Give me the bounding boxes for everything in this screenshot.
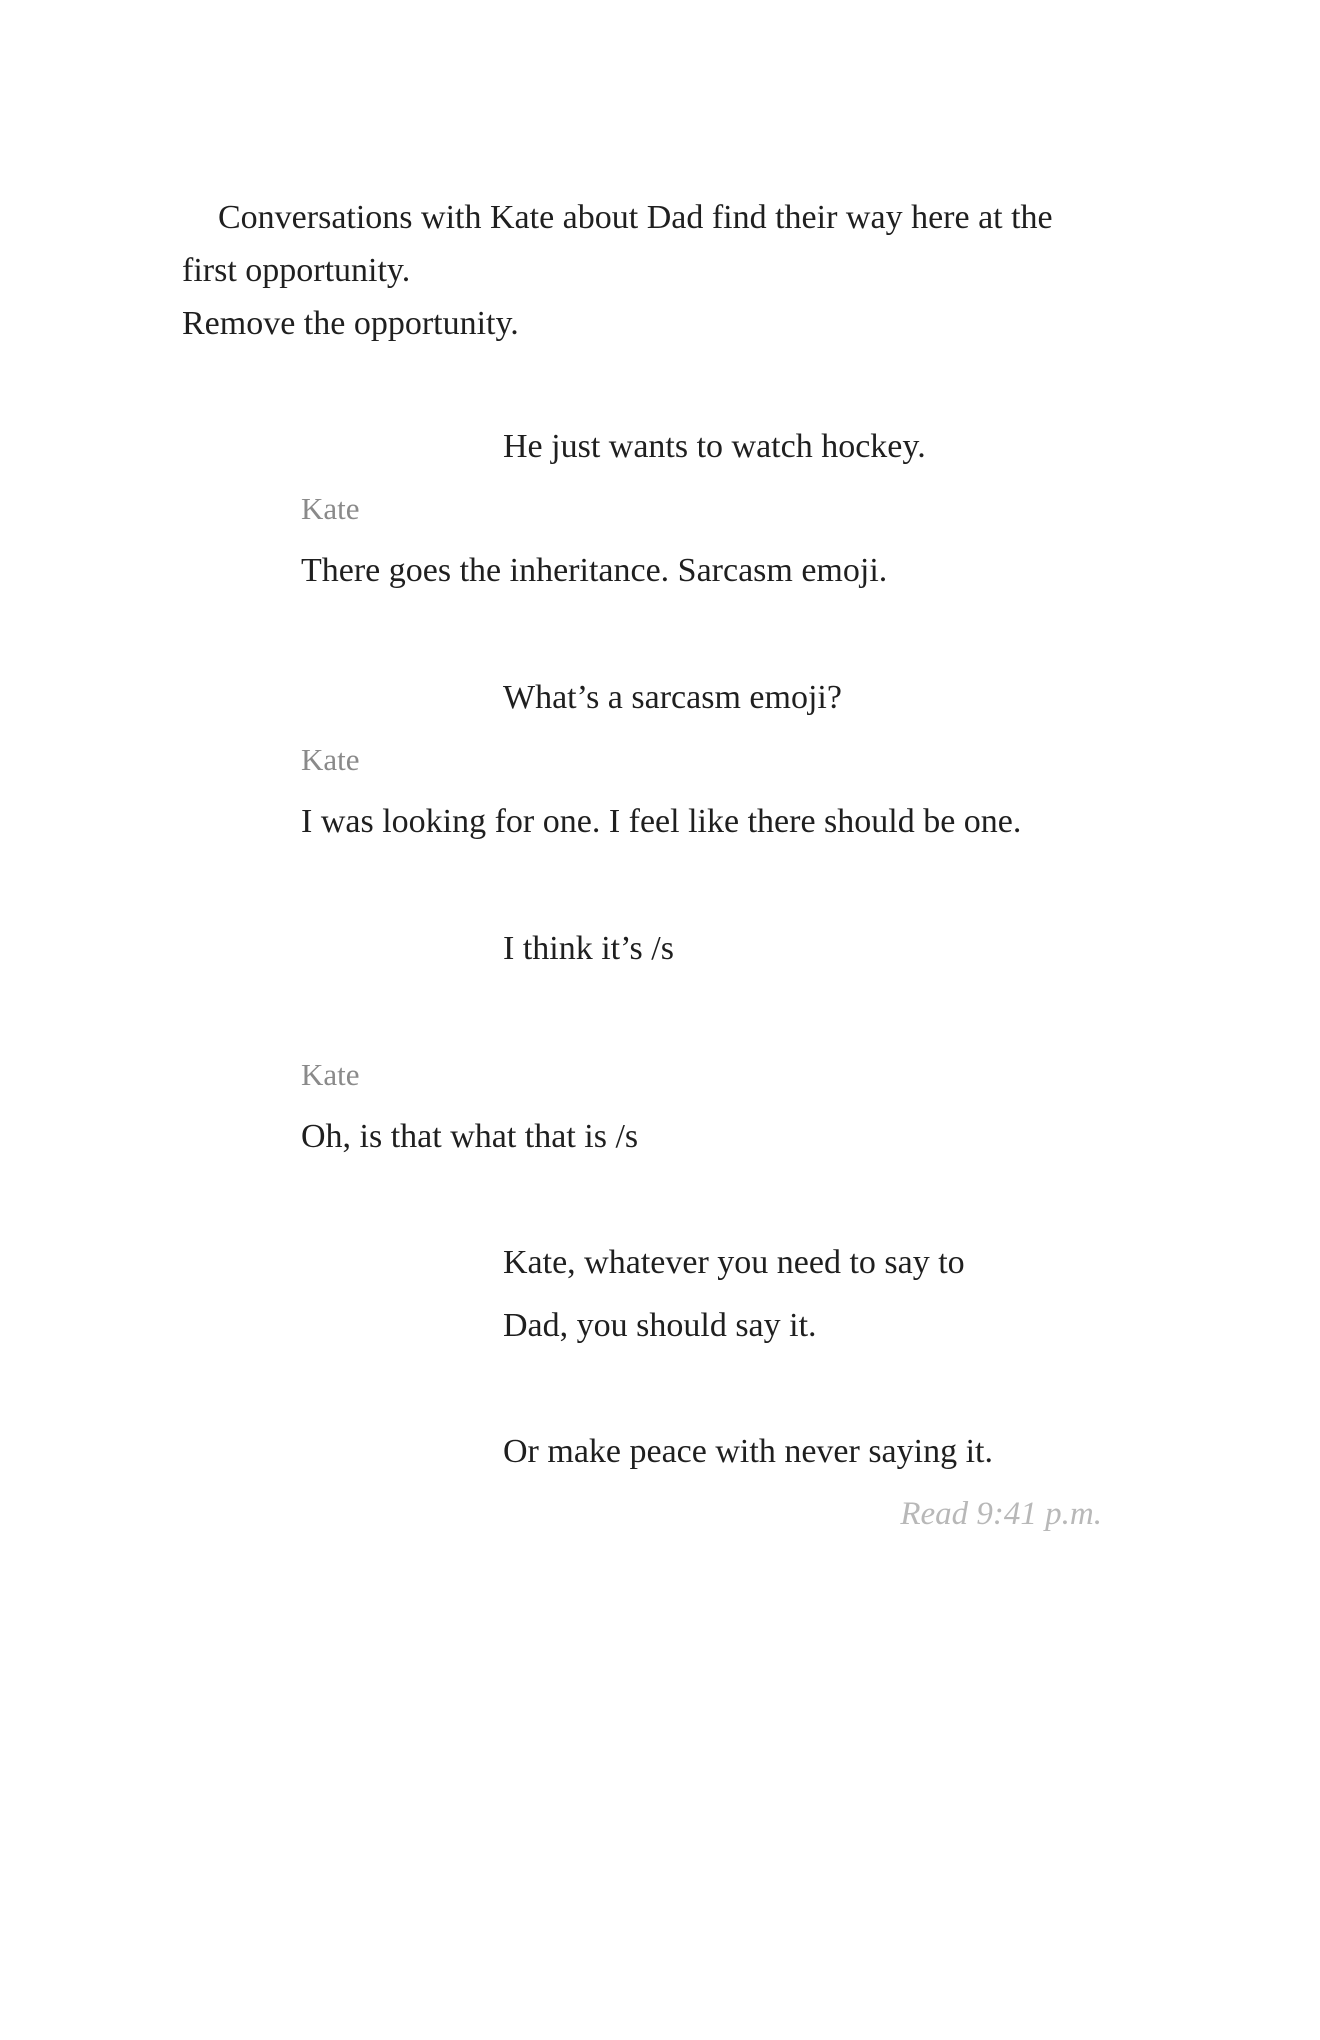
- message-outgoing: He just wants to watch hockey.: [503, 428, 926, 465]
- message-incoming: I was looking for one. I feel like there should be one.: [301, 803, 1022, 840]
- message-outgoing-line-2: Dad, you should say it.: [503, 1307, 817, 1344]
- message-outgoing: Or make peace with never saying it.: [503, 1433, 993, 1470]
- message-outgoing: I think it’s /s: [503, 930, 674, 967]
- message-outgoing: What’s a sarcasm emoji?: [503, 679, 842, 716]
- speaker-label: Kate: [301, 742, 360, 777]
- intro-paragraph-line-1: Conversations with Kate about Dad find their way here at the: [218, 199, 1053, 236]
- message-outgoing-line-1: Kate, whatever you need to say to: [503, 1244, 965, 1281]
- speaker-label: Kate: [301, 491, 360, 526]
- intro-paragraph-line-3: Remove the opportunity.: [182, 305, 519, 342]
- speaker-label: Kate: [301, 1057, 360, 1092]
- read-receipt: Read 9:41 p.m.: [900, 1496, 1102, 1532]
- message-incoming: There goes the inheritance. Sarcasm emoji.: [301, 552, 888, 589]
- intro-paragraph-line-2: first opportunity.: [182, 252, 411, 289]
- message-incoming: Oh, is that what that is /s: [301, 1118, 639, 1155]
